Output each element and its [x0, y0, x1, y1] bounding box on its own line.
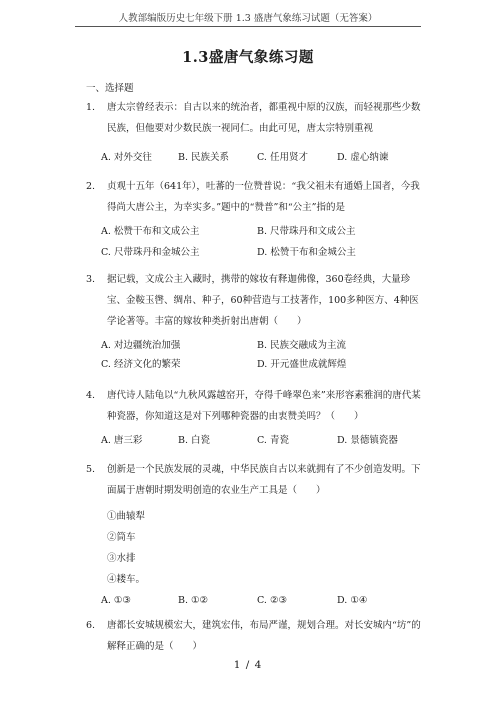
- question-number: 6.: [86, 620, 96, 631]
- sub-item: ③水排: [107, 553, 136, 564]
- question-stem: 贞观十五年（641年），吐蕃的一位赞普说：“我父祖未有通婚上国者，今我得尚大唐公主，为幸实多。”题中的“赞普”和“公主”指的是: [107, 181, 420, 213]
- option-b: B. 尺带珠丹和文成公主: [257, 226, 356, 237]
- question-number: 4.: [86, 390, 96, 401]
- question-6: [86, 615, 426, 657]
- option-a: A. ①③: [101, 595, 131, 606]
- option-d: D. 景德镇瓷器: [337, 435, 398, 446]
- question-stem: 创新是一个民族发展的灵魂，中华民族自古以来就拥有了不少创造发明。下面属于唐朝时期发明创造的农业生产工具是（ ）: [107, 464, 421, 496]
- option-a: A. 对边疆统治加强: [101, 340, 181, 351]
- question-stem: 唐太宗曾经表示：自古以来的统治者，都重视中原的汉族，而轻视那些少数民族，但他要对少数民族一视同仁。由此可见，唐太宗特别重视: [107, 102, 421, 134]
- option-c: C. 经济文化的繁荣: [101, 359, 181, 370]
- option-c: C. 任用贤才: [257, 152, 308, 163]
- page-header: 人教部编版历史七年级下册 1.3 盛唐气象练习试题（无答案）: [118, 13, 378, 24]
- page-number: 1 / 4: [233, 659, 263, 671]
- option-a: A. 松赞干布和文成公主: [101, 226, 200, 237]
- option-d: D. 松赞干布和金城公主: [257, 247, 356, 258]
- question-4: [86, 385, 426, 427]
- question-number: 5.: [86, 464, 96, 475]
- question-5: [86, 459, 426, 501]
- option-b: B. 民族关系: [178, 152, 230, 163]
- option-b: B. ①②: [178, 595, 209, 606]
- option-b: B. 民族交融成为主流: [257, 340, 347, 351]
- question-1: [86, 97, 426, 139]
- option-d: D. 开元盛世成就辉煌: [257, 359, 347, 370]
- question-stem: 唐代诗人陆龟以“九秋风露越窑开，夺得千峰翠色来”来形容素雅润的唐代某种瓷器，你知道这是对下列哪种瓷器的由衷赞美吗？（ ）: [107, 390, 421, 422]
- page-title: 1.3盛唐气象练习题: [182, 49, 314, 66]
- question-stem: 唐都长安城规模宏大，建筑宏伟，布局严谨，规划合理。对长安城内“坊”的解释正确的是（ ）: [107, 620, 421, 652]
- question-number: 1.: [86, 102, 96, 113]
- header-rule: [75, 26, 421, 27]
- option-a: A. 对外交往: [101, 152, 152, 163]
- option-d: D. 虚心纳谏: [337, 152, 389, 163]
- sub-item: ④耧车。: [107, 574, 146, 585]
- option-c: C. 尺带珠丹和金城公主: [101, 247, 200, 258]
- question-number: 3.: [86, 274, 96, 285]
- option-a: A. 唐三彩: [101, 435, 143, 446]
- option-d: D. ①④: [337, 595, 368, 606]
- option-b: B. 白瓷: [178, 435, 211, 446]
- question-number: 2.: [86, 181, 96, 192]
- section-heading: 一、选择题: [86, 83, 134, 94]
- sub-item: ①曲辕犁: [107, 511, 146, 522]
- option-c: C. ②③: [257, 595, 288, 606]
- question-2: [86, 176, 426, 218]
- question-3: [86, 269, 426, 332]
- option-c: C. 青瓷: [257, 435, 289, 446]
- sub-item: ②筒车: [107, 532, 136, 543]
- question-stem: 据记载，文成公主入藏时，携带的嫁妆有释迦佛像，360卷经典，大量珍宝、金鞍玉辔、绸帛、种子，60种营造与工技著作，100多种医方、4种医学论著等。丰富的嫁妆种类折射出唐朝（ ）: [107, 274, 419, 327]
